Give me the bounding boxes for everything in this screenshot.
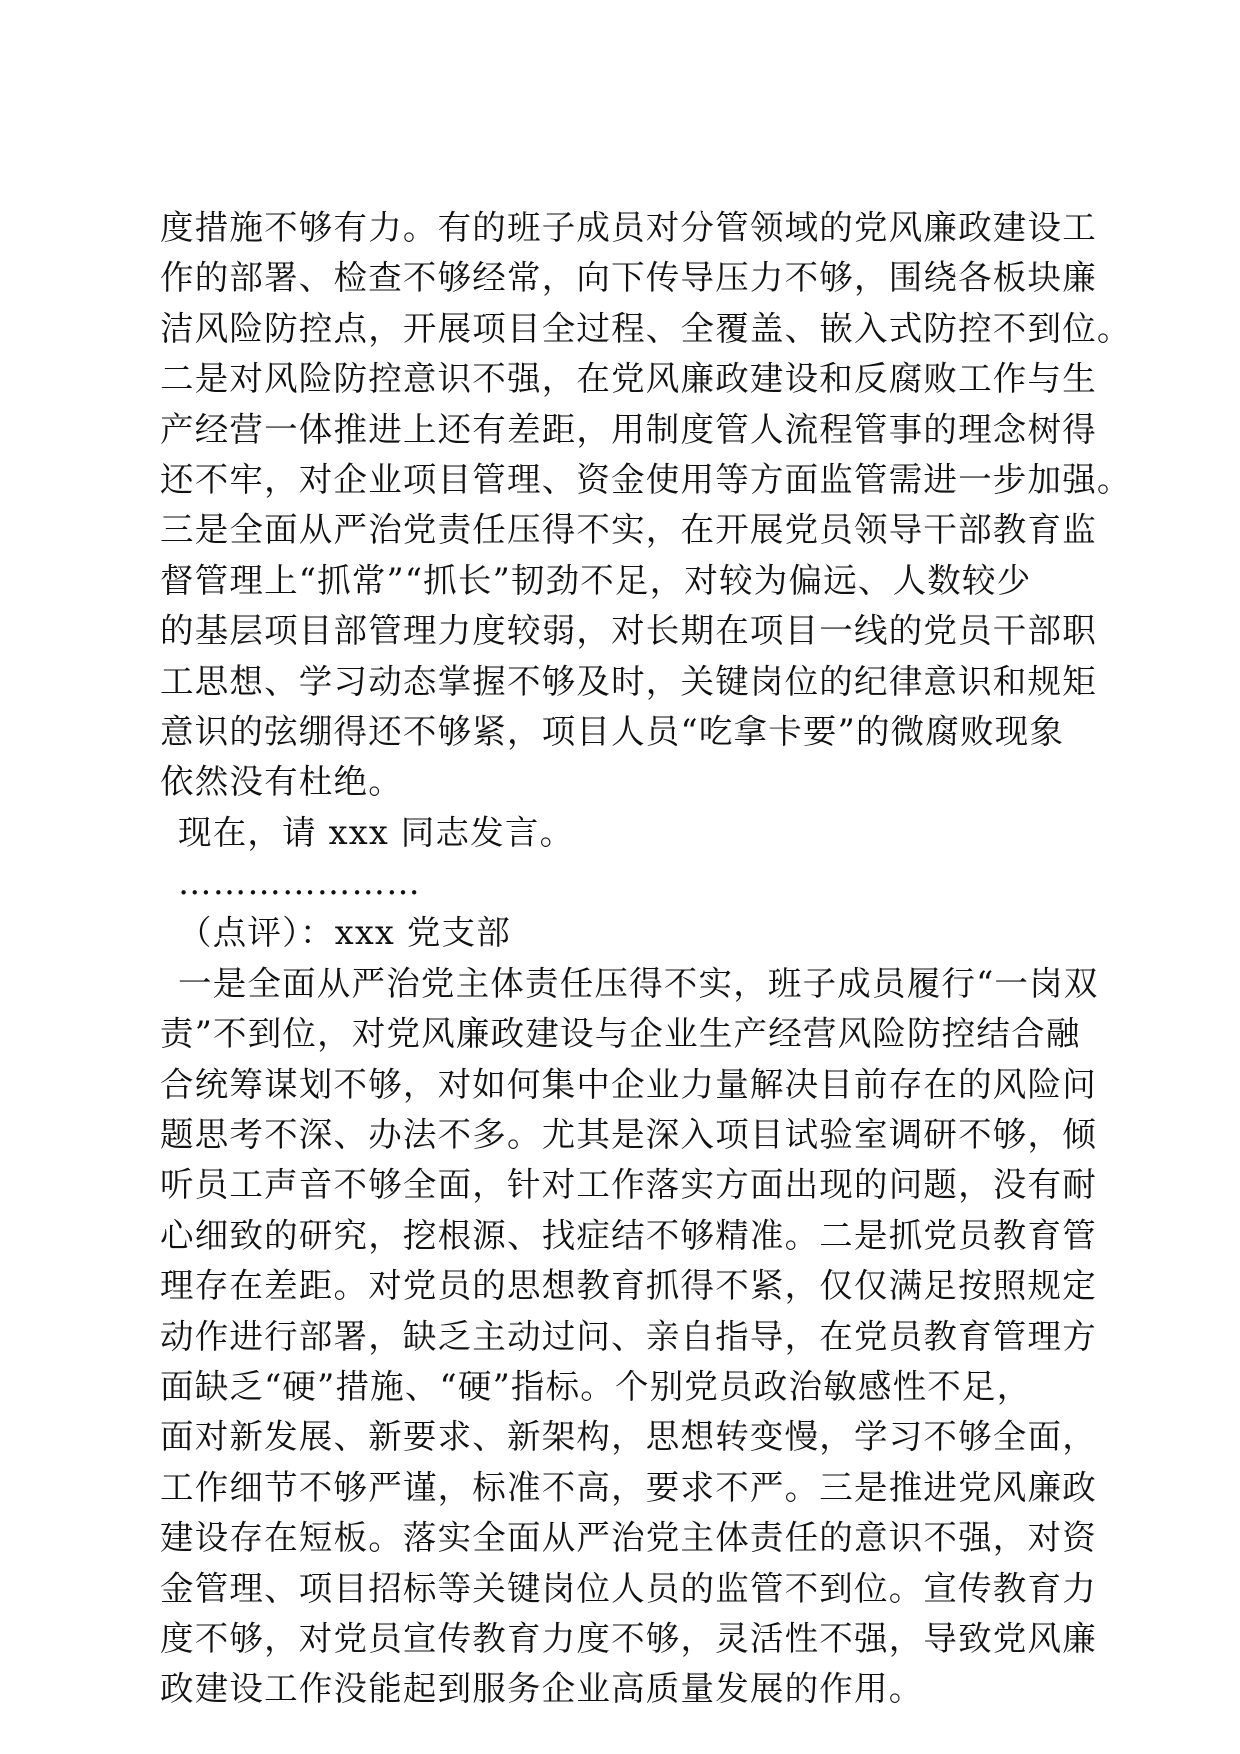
- text-line: 金管理、项目招标等关键岗位人员的监管不到位。宣传教育力: [160, 1568, 1097, 1608]
- text-line: 意识的弦绷得还不够紧，项目人员“吃拿卡要”的微腐败现象: [160, 711, 1065, 751]
- text-line: 责”不到位，对党风廉政建设与企业生产经营风险防控结合融: [160, 1014, 1081, 1054]
- text-line: 题思考不深、办法不多。尤其是深入项目试验室调研不够，倾: [160, 1115, 1097, 1155]
- ellipsis-line: …………………: [178, 863, 421, 903]
- invite-speaker-line: 现在，请 xxx 同志发言。: [178, 812, 575, 852]
- text-line: 建设存在短板。落实全面从严治党主体责任的意识不强，对资: [160, 1518, 1097, 1558]
- text-line: 产经营一体推进上还有差距，用制度管人流程管事的理念树得: [160, 409, 1097, 449]
- text-line: 作的部署、检查不够经常，向下传导压力不够，围绕各板块廉: [160, 258, 1097, 298]
- text-line: 度不够，对党员宣传教育力度不够，灵活性不强，导致党风廉: [160, 1618, 1097, 1658]
- text-line: 一是全面从严治党主体责任压得不实，班子成员履行“一岗双: [178, 963, 1099, 1003]
- text-line: 的基层项目部管理力度较弱，对长期在项目一线的党员干部职: [160, 611, 1097, 651]
- text-line: 度措施不够有力。有的班子成员对分管领域的党风廉政建设工: [160, 208, 1097, 247]
- text-line: 动作进行部署，缺乏主动过问、亲自指导，在党员教育管理方: [160, 1316, 1097, 1356]
- text-line: 心细致的研究，挖根源、找症结不够精准。二是抓党员教育管: [160, 1215, 1097, 1255]
- text-line: 还不牢，对企业项目管理、资金使用等方面监管需进一步加强。: [160, 459, 1132, 499]
- comment-heading: （点评）：xxx 党支部: [178, 913, 511, 953]
- text-line: 工作细节不够严谨，标准不高，要求不严。三是推进党风廉政: [160, 1467, 1097, 1507]
- text-line: 面缺乏“硬”措施、“硬”指标。个别党员政治敏感性不足，: [160, 1366, 1032, 1406]
- text-line: 三是全面从严治党责任压得不实，在开展党员领导干部教育监: [160, 510, 1097, 550]
- text-line: 二是对风险防控意识不强，在党风廉政建设和反腐败工作与生: [160, 359, 1097, 399]
- text-line: 理存在差距。对党员的思想教育抓得不紧，仅仅满足按照规定: [160, 1266, 1097, 1306]
- text-line: 听员工声音不够全面，针对工作落实方面出现的问题，没有耐: [160, 1165, 1097, 1205]
- text-line: 面对新发展、新要求、新架构，思想转变慢，学习不够全面，: [160, 1417, 1097, 1457]
- text-line: 督管理上“抓常”“抓长”韧劲不足，对较为偏远、人数较少: [160, 560, 1032, 600]
- text-line: 洁风险防控点，开展项目全过程、全覆盖、嵌入式防控不到位。: [160, 308, 1132, 348]
- text-line: 工思想、学习动态掌握不够及时，关键岗位的纪律意识和规矩: [160, 661, 1097, 701]
- text-line: 合统筹谋划不够，对如何集中企业力量解决目前存在的风险问: [160, 1064, 1097, 1104]
- text-line: 政建设工作没能起到服务企业高质量发展的作用。: [160, 1669, 924, 1709]
- text-line: 依然没有杜绝。: [160, 762, 403, 802]
- paragraph-risk-control: [160, 203, 1132, 1715]
